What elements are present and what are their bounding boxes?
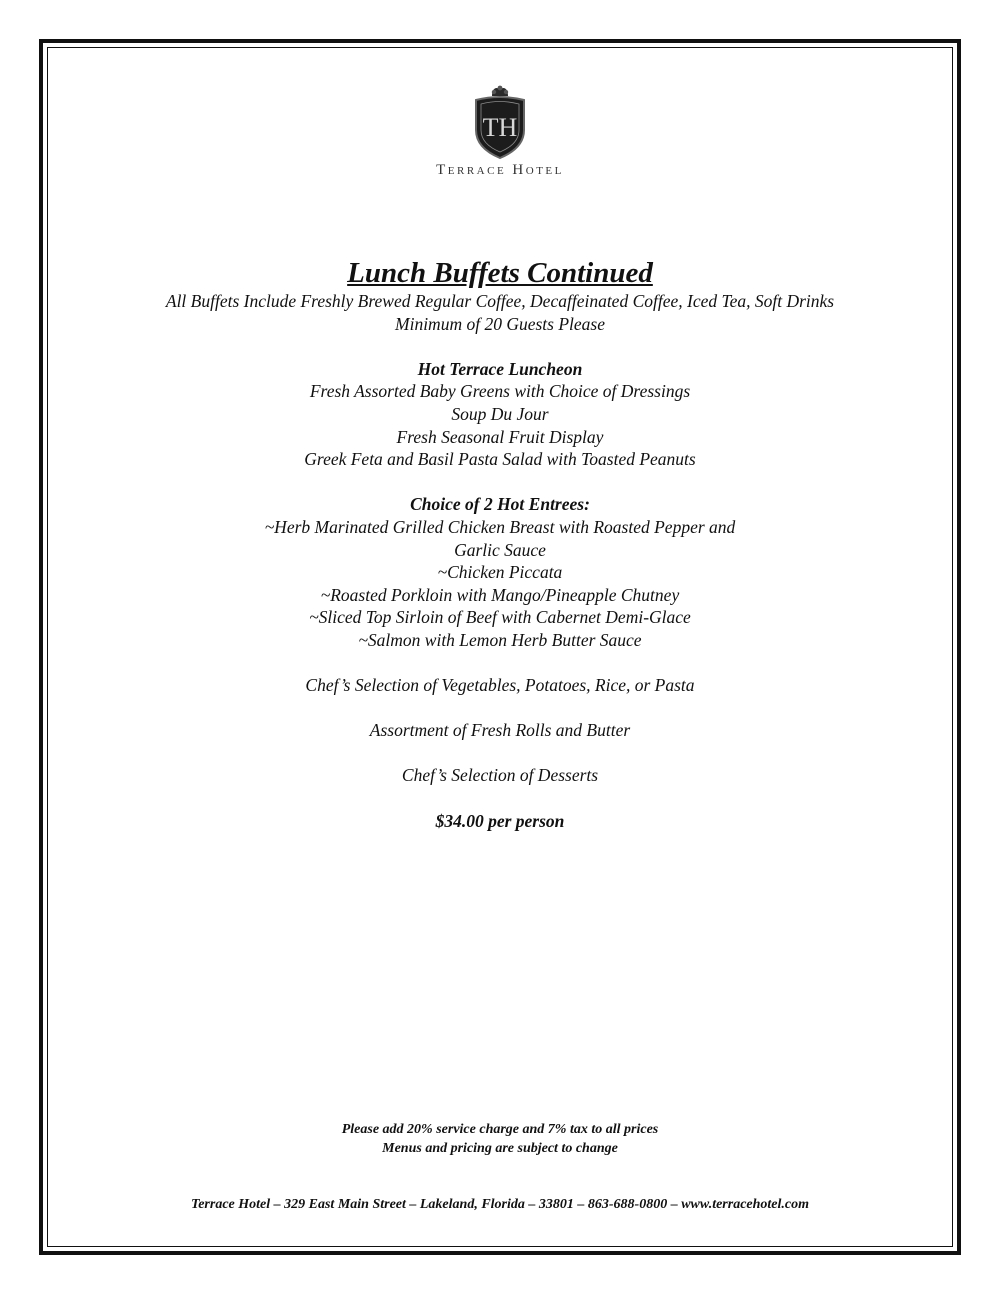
pricing-notes [60, 1120, 940, 1158]
luncheon-title: Hot Terrace Luncheon [417, 358, 583, 379]
hotel-address: Terrace Hotel – 329 East Main Street – Lakeland, Florida – 33801 – 863-688-0800 – www.terracehotel.com [190, 1197, 810, 1212]
pricing-change-note: Menus and pricing are subject to change [382, 1141, 618, 1156]
rolls-line: Assortment of Fresh Rolls and Butter [369, 720, 631, 741]
service-charge-note: Please add 20% service charge and 7% tax to all prices [341, 1122, 659, 1137]
entree-item: ~Roasted Porkloin with Mango/Pineapple Chutney [320, 584, 680, 605]
menu-body [60, 256, 940, 832]
logo-hotel-name: Terrace Hotel [436, 162, 564, 178]
entree-item: ~Salmon with Lemon Herb Butter Sauce [358, 629, 642, 650]
luncheon-item: Greek Feta and Basil Pasta Salad with Toasted Peanuts [304, 449, 696, 470]
luncheon-item: Fresh Assorted Baby Greens with Choice of Dressings [309, 381, 691, 402]
desserts-line: Chef’s Selection of Desserts [401, 765, 599, 786]
entree-item: Garlic Sauce [454, 539, 546, 560]
luncheon-item: Fresh Seasonal Fruit Display [396, 426, 604, 447]
luncheon-item: Soup Du Jour [451, 403, 549, 424]
logo-monogram: TH [482, 113, 518, 142]
entree-item: ~Chicken Piccata [437, 562, 563, 583]
page-title: Lunch Buffets Continued [347, 257, 653, 289]
sides-line: Chef’s Selection of Vegetables, Potatoes, Rice, or Pasta [305, 675, 695, 696]
entrees-title: Choice of 2 Hot Entrees: [410, 494, 590, 515]
entree-item: ~Sliced Top Sirloin of Beef with Cabernet Demi-Glace [309, 607, 691, 628]
hotel-logo [434, 84, 566, 184]
price-line: $34.00 per person [435, 810, 565, 831]
entree-item: ~Herb Marinated Grilled Chicken Breast with Roasted Pepper and [264, 516, 736, 537]
buffet-includes-note: All Buffets Include Freshly Brewed Regular Coffee, Decaffeinated Coffee, Iced Tea, Soft Drinks [165, 291, 835, 311]
shield-crest-icon [470, 84, 530, 160]
minimum-guests-note: Minimum of 20 Guests Please [395, 313, 605, 334]
